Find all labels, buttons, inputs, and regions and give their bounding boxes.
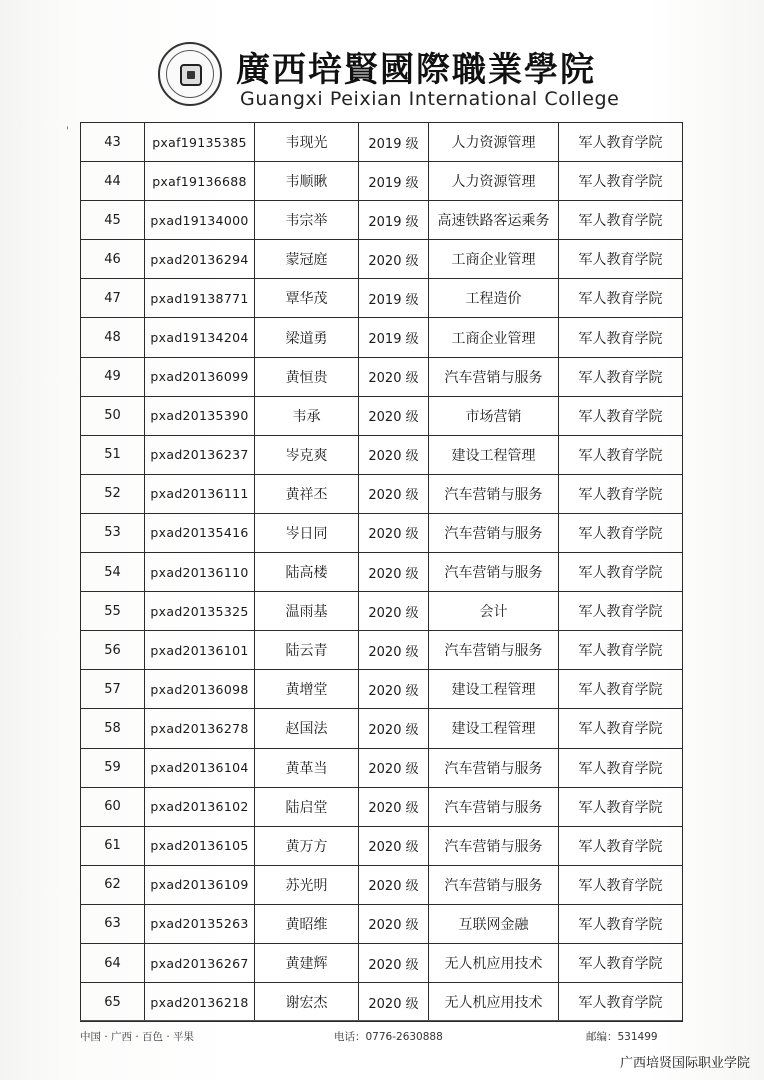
margin-mark: ' bbox=[66, 126, 69, 137]
row-number-cell: 60 bbox=[81, 787, 145, 826]
major-cell: 工程造价 bbox=[429, 279, 559, 318]
student-name-cell: 岑日同 bbox=[255, 513, 359, 552]
student-id-cell: pxad20136101 bbox=[145, 631, 255, 670]
major-cell: 会计 bbox=[429, 592, 559, 631]
student-name-cell: 黄恒贵 bbox=[255, 357, 359, 396]
row-number-cell: 57 bbox=[81, 670, 145, 709]
major-cell: 工商企业管理 bbox=[429, 240, 559, 279]
table-row bbox=[81, 709, 683, 748]
college-seal-logo bbox=[158, 42, 222, 106]
row-number-cell: 65 bbox=[81, 983, 145, 1022]
letterhead bbox=[150, 40, 620, 115]
major-cell: 汽车营销与服务 bbox=[429, 631, 559, 670]
grade-year-cell: 2020 级 bbox=[359, 787, 429, 826]
grade-year-cell: 2020 级 bbox=[359, 826, 429, 865]
student-list-table bbox=[80, 122, 682, 1022]
student-id-cell: pxad20136267 bbox=[145, 943, 255, 982]
footer-postcode: 邮编：531499 bbox=[586, 1031, 658, 1043]
student-name-cell: 谢宏杰 bbox=[255, 983, 359, 1022]
student-name-cell: 黄革当 bbox=[255, 748, 359, 787]
student-name-cell: 韦宗举 bbox=[255, 201, 359, 240]
table-row bbox=[81, 826, 683, 865]
student-id-cell: pxad20135325 bbox=[145, 592, 255, 631]
college-cell: 军人教育学院 bbox=[559, 943, 683, 982]
grade-year-cell: 2020 级 bbox=[359, 943, 429, 982]
row-number-cell: 53 bbox=[81, 513, 145, 552]
row-number-cell: 46 bbox=[81, 240, 145, 279]
table-row bbox=[81, 748, 683, 787]
college-cell: 军人教育学院 bbox=[559, 474, 683, 513]
college-cell: 军人教育学院 bbox=[559, 396, 683, 435]
row-number-cell: 51 bbox=[81, 435, 145, 474]
footer-phone: 电话：0776-2630888 bbox=[334, 1031, 443, 1043]
college-cell: 军人教育学院 bbox=[559, 748, 683, 787]
student-id-cell: pxad20136218 bbox=[145, 983, 255, 1022]
student-id-cell: pxad19134204 bbox=[145, 318, 255, 357]
table-row bbox=[81, 513, 683, 552]
grade-year-cell: 2019 级 bbox=[359, 201, 429, 240]
student-name-cell: 蒙冠庭 bbox=[255, 240, 359, 279]
student-name-cell: 温雨基 bbox=[255, 592, 359, 631]
grade-year-cell: 2019 级 bbox=[359, 123, 429, 162]
row-number-cell: 54 bbox=[81, 553, 145, 592]
row-number-cell: 45 bbox=[81, 201, 145, 240]
major-cell: 无人机应用技术 bbox=[429, 983, 559, 1022]
table-row bbox=[81, 553, 683, 592]
college-cell: 军人教育学院 bbox=[559, 983, 683, 1022]
table-row bbox=[81, 670, 683, 709]
row-number-cell: 49 bbox=[81, 357, 145, 396]
grade-year-cell: 2019 级 bbox=[359, 279, 429, 318]
row-number-cell: 43 bbox=[81, 123, 145, 162]
grade-year-cell: 2020 级 bbox=[359, 670, 429, 709]
student-id-cell: pxad20136099 bbox=[145, 357, 255, 396]
row-number-cell: 64 bbox=[81, 943, 145, 982]
college-cell: 军人教育学院 bbox=[559, 123, 683, 162]
major-cell: 无人机应用技术 bbox=[429, 943, 559, 982]
college-cell: 军人教育学院 bbox=[559, 631, 683, 670]
student-name-cell: 覃华茂 bbox=[255, 279, 359, 318]
student-name-cell: 陆启堂 bbox=[255, 787, 359, 826]
major-cell: 高速铁路客运乘务 bbox=[429, 201, 559, 240]
student-id-cell: pxad20136104 bbox=[145, 748, 255, 787]
college-name-chinese: 廣西培賢國際職業學院 bbox=[236, 50, 596, 90]
major-cell: 市场营销 bbox=[429, 396, 559, 435]
student-id-cell: pxad20136098 bbox=[145, 670, 255, 709]
student-id-cell: pxad20136237 bbox=[145, 435, 255, 474]
row-number-cell: 63 bbox=[81, 904, 145, 943]
grade-year-cell: 2020 级 bbox=[359, 357, 429, 396]
grade-year-cell: 2020 级 bbox=[359, 748, 429, 787]
table-row bbox=[81, 474, 683, 513]
student-id-cell: pxad20136110 bbox=[145, 553, 255, 592]
grade-year-cell: 2019 级 bbox=[359, 162, 429, 201]
college-cell: 军人教育学院 bbox=[559, 162, 683, 201]
major-cell: 人力资源管理 bbox=[429, 123, 559, 162]
college-cell: 军人教育学院 bbox=[559, 787, 683, 826]
student-id-cell: pxad20135416 bbox=[145, 513, 255, 552]
major-cell: 汽车营销与服务 bbox=[429, 748, 559, 787]
row-number-cell: 44 bbox=[81, 162, 145, 201]
student-name-cell: 韦承 bbox=[255, 396, 359, 435]
student-id-cell: pxad20136105 bbox=[145, 826, 255, 865]
table-row bbox=[81, 357, 683, 396]
student-name-cell: 梁道勇 bbox=[255, 318, 359, 357]
table-row bbox=[81, 943, 683, 982]
row-number-cell: 48 bbox=[81, 318, 145, 357]
student-id-cell: pxad20135263 bbox=[145, 904, 255, 943]
grade-year-cell: 2020 级 bbox=[359, 709, 429, 748]
college-cell: 军人教育学院 bbox=[559, 279, 683, 318]
table-row bbox=[81, 904, 683, 943]
major-cell: 汽车营销与服务 bbox=[429, 865, 559, 904]
college-cell: 军人教育学院 bbox=[559, 357, 683, 396]
row-number-cell: 50 bbox=[81, 396, 145, 435]
student-name-cell: 陆云青 bbox=[255, 631, 359, 670]
college-cell: 军人教育学院 bbox=[559, 513, 683, 552]
grade-year-cell: 2020 级 bbox=[359, 396, 429, 435]
college-cell: 军人教育学院 bbox=[559, 865, 683, 904]
table-row bbox=[81, 123, 683, 162]
major-cell: 建设工程管理 bbox=[429, 709, 559, 748]
footer-address: 中国 · 广西 · 百色 · 平果 bbox=[80, 1031, 195, 1043]
table-row bbox=[81, 279, 683, 318]
table-row bbox=[81, 865, 683, 904]
row-number-cell: 59 bbox=[81, 748, 145, 787]
table-row bbox=[81, 162, 683, 201]
grade-year-cell: 2020 级 bbox=[359, 553, 429, 592]
row-number-cell: 52 bbox=[81, 474, 145, 513]
student-id-cell: pxad19134000 bbox=[145, 201, 255, 240]
grade-year-cell: 2020 级 bbox=[359, 240, 429, 279]
major-cell: 汽车营销与服务 bbox=[429, 357, 559, 396]
student-id-cell: pxad20136111 bbox=[145, 474, 255, 513]
college-cell: 军人教育学院 bbox=[559, 240, 683, 279]
source-watermark: 广西培贤国际职业学院 bbox=[619, 1056, 750, 1071]
college-cell: 军人教育学院 bbox=[559, 592, 683, 631]
grade-year-cell: 2020 级 bbox=[359, 513, 429, 552]
grade-year-cell: 2020 级 bbox=[359, 592, 429, 631]
student-name-cell: 黄昭维 bbox=[255, 904, 359, 943]
row-number-cell: 58 bbox=[81, 709, 145, 748]
student-id-cell: pxad19138771 bbox=[145, 279, 255, 318]
grade-year-cell: 2019 级 bbox=[359, 318, 429, 357]
college-cell: 军人教育学院 bbox=[559, 709, 683, 748]
row-number-cell: 55 bbox=[81, 592, 145, 631]
college-cell: 军人教育学院 bbox=[559, 826, 683, 865]
college-cell: 军人教育学院 bbox=[559, 435, 683, 474]
table-row bbox=[81, 592, 683, 631]
major-cell: 汽车营销与服务 bbox=[429, 474, 559, 513]
student-name-cell: 赵国法 bbox=[255, 709, 359, 748]
grade-year-cell: 2020 级 bbox=[359, 983, 429, 1022]
major-cell: 人力资源管理 bbox=[429, 162, 559, 201]
grade-year-cell: 2020 级 bbox=[359, 865, 429, 904]
table-row bbox=[81, 318, 683, 357]
major-cell: 汽车营销与服务 bbox=[429, 513, 559, 552]
row-number-cell: 62 bbox=[81, 865, 145, 904]
grade-year-cell: 2020 级 bbox=[359, 474, 429, 513]
major-cell: 汽车营销与服务 bbox=[429, 553, 559, 592]
table-row bbox=[81, 201, 683, 240]
student-name-cell: 韦顺瞅 bbox=[255, 162, 359, 201]
student-id-cell: pxad20136294 bbox=[145, 240, 255, 279]
student-name-cell: 黄万方 bbox=[255, 826, 359, 865]
row-number-cell: 47 bbox=[81, 279, 145, 318]
student-name-cell: 黄祥丕 bbox=[255, 474, 359, 513]
college-cell: 军人教育学院 bbox=[559, 201, 683, 240]
major-cell: 建设工程管理 bbox=[429, 670, 559, 709]
major-cell: 建设工程管理 bbox=[429, 435, 559, 474]
college-name-english: Guangxi Peixian International College bbox=[240, 88, 620, 110]
college-cell: 军人教育学院 bbox=[559, 553, 683, 592]
grade-year-cell: 2020 级 bbox=[359, 435, 429, 474]
table-row bbox=[81, 983, 683, 1022]
grade-year-cell: 2020 级 bbox=[359, 904, 429, 943]
student-id-cell: pxad20136109 bbox=[145, 865, 255, 904]
college-cell: 军人教育学院 bbox=[559, 318, 683, 357]
letterhead-footer bbox=[80, 1020, 682, 1051]
table-row bbox=[81, 435, 683, 474]
student-name-cell: 韦现光 bbox=[255, 123, 359, 162]
major-cell: 工商企业管理 bbox=[429, 318, 559, 357]
row-number-cell: 56 bbox=[81, 631, 145, 670]
student-name-cell: 陆高楼 bbox=[255, 553, 359, 592]
student-id-cell: pxaf19136688 bbox=[145, 162, 255, 201]
student-id-cell: pxad20136102 bbox=[145, 787, 255, 826]
table-row bbox=[81, 240, 683, 279]
college-cell: 军人教育学院 bbox=[559, 904, 683, 943]
college-cell: 军人教育学院 bbox=[559, 670, 683, 709]
row-number-cell: 61 bbox=[81, 826, 145, 865]
student-id-cell: pxad20136278 bbox=[145, 709, 255, 748]
table-row bbox=[81, 396, 683, 435]
student-name-cell: 苏光明 bbox=[255, 865, 359, 904]
major-cell: 互联网金融 bbox=[429, 904, 559, 943]
major-cell: 汽车营销与服务 bbox=[429, 787, 559, 826]
table-row bbox=[81, 631, 683, 670]
major-cell: 汽车营销与服务 bbox=[429, 826, 559, 865]
student-name-cell: 黄建辉 bbox=[255, 943, 359, 982]
table-row bbox=[81, 787, 683, 826]
student-id-cell: pxad20135390 bbox=[145, 396, 255, 435]
grade-year-cell: 2020 级 bbox=[359, 631, 429, 670]
student-id-cell: pxaf19135385 bbox=[145, 123, 255, 162]
student-name-cell: 黄增堂 bbox=[255, 670, 359, 709]
student-name-cell: 岑克爽 bbox=[255, 435, 359, 474]
